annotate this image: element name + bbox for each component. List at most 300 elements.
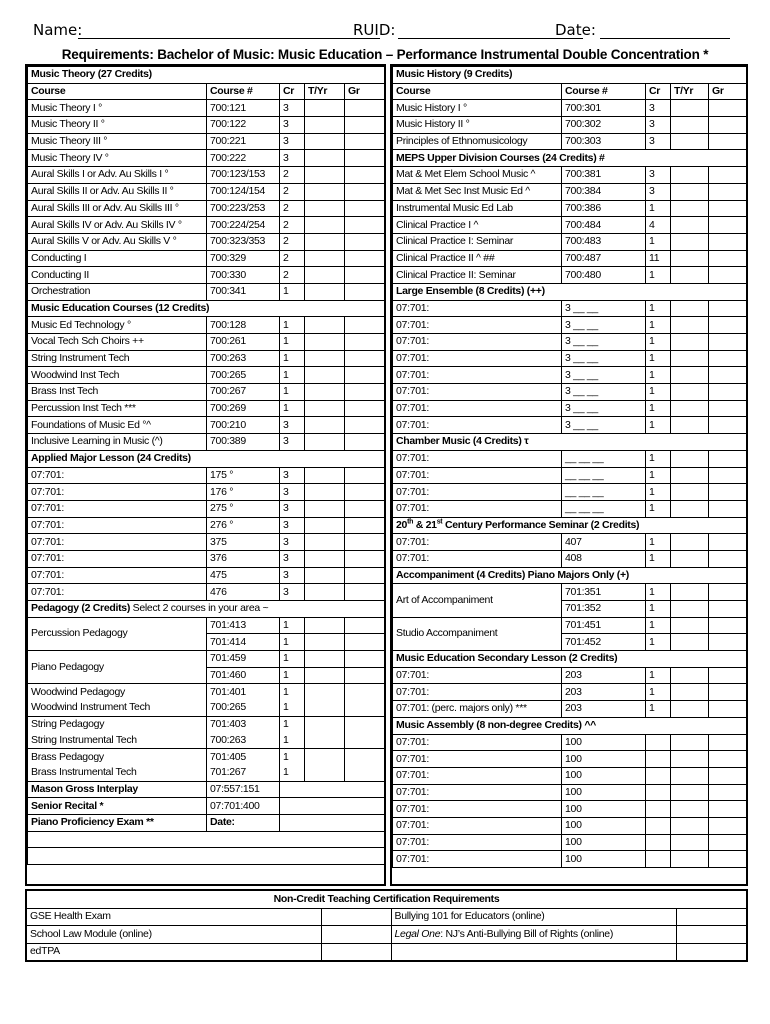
noncredit-check[interactable] xyxy=(676,908,747,926)
term-year-cell[interactable] xyxy=(305,384,345,401)
term-year-cell[interactable] xyxy=(671,400,709,417)
term-year-cell[interactable] xyxy=(671,751,709,768)
blank-row xyxy=(28,831,385,848)
column-header-cr: Cr xyxy=(280,83,305,100)
course-name: 07:701: xyxy=(28,517,207,534)
course-name: Conducting I xyxy=(28,250,207,267)
term-year-cell[interactable] xyxy=(671,167,709,184)
table-row xyxy=(28,350,385,367)
term-year-cell[interactable] xyxy=(671,534,709,551)
course-name: Orchestration xyxy=(28,283,207,300)
table-row xyxy=(28,334,385,351)
course-name: Music Theory III ° xyxy=(28,133,207,150)
grade-cell[interactable] xyxy=(709,701,747,718)
term-year-cell[interactable] xyxy=(671,584,709,601)
term-year-cell[interactable] xyxy=(671,817,709,834)
term-year-cell[interactable] xyxy=(305,200,345,217)
course-number[interactable]: 3 __ __ xyxy=(562,367,646,384)
course-number[interactable]: 3 __ __ xyxy=(562,417,646,434)
grade-cell[interactable] xyxy=(709,133,747,150)
table-row xyxy=(393,417,747,434)
noncredit-check[interactable] xyxy=(321,926,391,944)
course-number: 700:301 xyxy=(562,100,646,117)
grade-cell[interactable] xyxy=(709,851,747,868)
grade-cell[interactable] xyxy=(345,200,385,217)
term-year-cell[interactable] xyxy=(305,417,345,434)
term-year-cell[interactable] xyxy=(305,733,345,749)
table-row xyxy=(28,150,385,167)
grade-cell[interactable] xyxy=(345,765,385,781)
course-number: 700:389 xyxy=(207,434,280,451)
grade-cell[interactable] xyxy=(345,233,385,250)
table-row xyxy=(393,100,747,117)
column-header-course: Course xyxy=(393,83,562,100)
credits: 1 xyxy=(646,400,671,417)
term-year-cell[interactable] xyxy=(671,601,709,618)
term-year-cell[interactable] xyxy=(305,400,345,417)
table-row xyxy=(28,765,385,781)
course-number: 700:384 xyxy=(562,183,646,200)
grade-cell[interactable] xyxy=(345,534,385,551)
term-year-cell[interactable] xyxy=(671,784,709,801)
grade-cell[interactable] xyxy=(345,733,385,749)
grade-cell[interactable] xyxy=(709,267,747,284)
table-row xyxy=(28,517,385,534)
table-row xyxy=(28,400,385,417)
term-year-cell[interactable] xyxy=(671,634,709,651)
grade-cell[interactable] xyxy=(345,133,385,150)
term-year-cell[interactable] xyxy=(305,217,345,234)
credits: 1 xyxy=(280,350,305,367)
term-year-cell[interactable] xyxy=(305,350,345,367)
table-row xyxy=(28,317,385,334)
table-row xyxy=(393,667,747,684)
course-name: 07:701: xyxy=(393,484,562,501)
grade-cell[interactable] xyxy=(709,334,747,351)
credits: 3 xyxy=(646,117,671,134)
course-name: Aural Skills V or Adv. Au Skills V ° xyxy=(28,233,207,250)
credits: 1 xyxy=(280,733,305,749)
grade-cell[interactable] xyxy=(709,834,747,851)
course-name: 07:701: xyxy=(28,567,207,584)
ruid-label: RUID: xyxy=(353,21,396,39)
grade-cell[interactable] xyxy=(345,117,385,134)
credits: 4 xyxy=(646,217,671,234)
term-year-cell[interactable] xyxy=(305,617,345,634)
grade-cell[interactable] xyxy=(709,217,747,234)
course-number: 700:323/353 xyxy=(207,233,280,250)
course-name: 07:701: xyxy=(393,300,562,317)
course-number[interactable]: 3 __ __ xyxy=(562,400,646,417)
term-year-cell[interactable] xyxy=(671,550,709,567)
requirement-value[interactable] xyxy=(280,814,385,831)
course-number: 701:413 xyxy=(207,617,280,634)
grade-cell[interactable] xyxy=(709,300,747,317)
term-year-cell[interactable] xyxy=(671,834,709,851)
section-title: Music Theory (27 Credits) xyxy=(28,67,385,84)
course-name: String Pedagogy xyxy=(28,716,207,732)
course-name: 07:701: xyxy=(393,417,562,434)
grade-cell[interactable] xyxy=(345,517,385,534)
term-year-cell[interactable] xyxy=(671,233,709,250)
term-year-cell[interactable] xyxy=(305,667,345,684)
credits: 1 xyxy=(646,350,671,367)
course-number: 700:224/254 xyxy=(207,217,280,234)
course-number[interactable]: 100 xyxy=(562,767,646,784)
credits: 2 xyxy=(280,200,305,217)
term-year-cell[interactable] xyxy=(305,133,345,150)
grade-cell[interactable] xyxy=(709,367,747,384)
term-year-cell[interactable] xyxy=(305,634,345,651)
course-number[interactable]: __ __ __ xyxy=(562,500,646,517)
term-year-cell[interactable] xyxy=(305,500,345,517)
noncredit-check[interactable] xyxy=(321,943,391,961)
noncredit-item: School Law Module (online) xyxy=(26,926,321,944)
grade-cell[interactable] xyxy=(709,784,747,801)
grade-cell[interactable] xyxy=(345,550,385,567)
table-row xyxy=(393,183,747,200)
table-row xyxy=(28,233,385,250)
column-header-course-no: Course # xyxy=(207,83,280,100)
course-number[interactable]: 100 xyxy=(562,751,646,768)
grade-cell[interactable] xyxy=(709,100,747,117)
credits: 1 xyxy=(646,300,671,317)
term-year-cell[interactable] xyxy=(305,534,345,551)
grade-cell[interactable] xyxy=(709,684,747,701)
course-number[interactable]: 100 xyxy=(562,784,646,801)
left-requirements-table xyxy=(27,66,385,865)
course-number: 203 xyxy=(562,684,646,701)
term-year-cell[interactable] xyxy=(671,851,709,868)
grade-cell[interactable] xyxy=(345,651,385,668)
course-number[interactable]: 100 xyxy=(562,834,646,851)
course-number[interactable]: 3 __ __ xyxy=(562,350,646,367)
grade-cell[interactable] xyxy=(709,350,747,367)
grade-cell[interactable] xyxy=(345,384,385,401)
noncredit-item xyxy=(391,943,676,961)
table-row xyxy=(28,716,385,732)
grade-cell[interactable] xyxy=(345,100,385,117)
grade-cell[interactable] xyxy=(709,634,747,651)
grade-cell[interactable] xyxy=(709,584,747,601)
grade-cell[interactable] xyxy=(345,183,385,200)
term-year-cell[interactable] xyxy=(671,667,709,684)
requirement-label: Mason Gross Interplay xyxy=(28,781,207,798)
course-name: Clinical Practice I ^ xyxy=(393,217,562,234)
term-year-cell[interactable] xyxy=(305,484,345,501)
course-name: Vocal Tech Sch Choirs ++ xyxy=(28,334,207,351)
course-number: 700:223/253 xyxy=(207,200,280,217)
term-year-cell[interactable] xyxy=(305,167,345,184)
course-number[interactable]: 3 __ __ xyxy=(562,334,646,351)
term-year-cell[interactable] xyxy=(671,117,709,134)
course-name: 07:701: xyxy=(393,467,562,484)
grade-cell[interactable] xyxy=(345,167,385,184)
credits: 1 xyxy=(646,634,671,651)
grade-cell[interactable] xyxy=(709,751,747,768)
grade-cell[interactable] xyxy=(709,667,747,684)
course-name: Woodwind Pedagogy xyxy=(28,684,207,700)
course-number: 701:403 xyxy=(207,716,280,732)
grade-cell[interactable] xyxy=(345,500,385,517)
credits: 1 xyxy=(646,500,671,517)
term-year-cell[interactable] xyxy=(671,801,709,818)
table-row xyxy=(28,651,385,668)
requirement-value[interactable] xyxy=(280,798,385,815)
credits: 1 xyxy=(280,400,305,417)
table-row xyxy=(28,684,385,700)
credits: 1 xyxy=(646,684,671,701)
grade-cell[interactable] xyxy=(709,233,747,250)
grade-cell[interactable] xyxy=(345,150,385,167)
grade-cell[interactable] xyxy=(709,167,747,184)
grade-cell[interactable] xyxy=(345,749,385,765)
date-field[interactable] xyxy=(600,38,730,39)
grade-cell[interactable] xyxy=(709,734,747,751)
term-year-cell[interactable] xyxy=(671,317,709,334)
term-year-cell[interactable] xyxy=(305,233,345,250)
course-name: 07:701: xyxy=(393,851,562,868)
term-year-cell[interactable] xyxy=(305,651,345,668)
course-number[interactable]: 100 xyxy=(562,851,646,868)
course-number: 700:221 xyxy=(207,133,280,150)
section-header-row xyxy=(28,601,385,618)
grade-cell[interactable] xyxy=(709,484,747,501)
column-header-course: Course xyxy=(28,83,207,100)
term-year-cell[interactable] xyxy=(305,117,345,134)
term-year-cell[interactable] xyxy=(671,684,709,701)
course-number: 176 ° xyxy=(207,484,280,501)
course-number[interactable]: __ __ __ xyxy=(562,484,646,501)
term-year-cell[interactable] xyxy=(671,200,709,217)
term-year-cell[interactable] xyxy=(671,384,709,401)
course-number: 701:267 xyxy=(207,765,280,781)
term-year-cell[interactable] xyxy=(305,334,345,351)
term-year-cell[interactable] xyxy=(671,367,709,384)
term-year-cell[interactable] xyxy=(305,283,345,300)
requirement-value[interactable] xyxy=(280,781,385,798)
grade-cell[interactable] xyxy=(345,667,385,684)
term-year-cell[interactable] xyxy=(305,467,345,484)
term-year-cell[interactable] xyxy=(305,150,345,167)
grade-cell[interactable] xyxy=(345,700,385,716)
course-number: 700:484 xyxy=(562,217,646,234)
grade-cell[interactable] xyxy=(345,716,385,732)
grade-cell[interactable] xyxy=(709,450,747,467)
credits: 1 xyxy=(280,634,305,651)
grade-cell[interactable] xyxy=(709,534,747,551)
grade-cell[interactable] xyxy=(709,617,747,634)
table-row xyxy=(393,167,747,184)
name-field[interactable] xyxy=(78,38,380,39)
course-name: Instrumental Music Ed Lab xyxy=(393,200,562,217)
term-year-cell[interactable] xyxy=(671,267,709,284)
term-year-cell[interactable] xyxy=(671,701,709,718)
credits: 1 xyxy=(280,384,305,401)
table-row xyxy=(393,534,747,551)
course-number: 700:386 xyxy=(562,200,646,217)
grade-cell[interactable] xyxy=(345,484,385,501)
table-row xyxy=(28,133,385,150)
term-year-cell[interactable] xyxy=(671,183,709,200)
grade-cell[interactable] xyxy=(345,617,385,634)
term-year-cell[interactable] xyxy=(305,517,345,534)
course-number[interactable]: 100 xyxy=(562,734,646,751)
grade-cell[interactable] xyxy=(345,634,385,651)
credits: 1 xyxy=(646,534,671,551)
course-number[interactable]: 3 __ __ xyxy=(562,317,646,334)
grade-cell[interactable] xyxy=(709,117,747,134)
grade-cell[interactable] xyxy=(345,250,385,267)
course-number: 408 xyxy=(562,550,646,567)
term-year-cell[interactable] xyxy=(305,749,345,765)
course-number[interactable]: 100 xyxy=(562,801,646,818)
table-row xyxy=(393,500,747,517)
grade-cell[interactable] xyxy=(709,767,747,784)
grade-cell[interactable] xyxy=(345,584,385,601)
noncredit-check[interactable] xyxy=(676,926,747,944)
term-year-cell[interactable] xyxy=(671,734,709,751)
course-name: Woodwind Inst Tech xyxy=(28,367,207,384)
grade-cell[interactable] xyxy=(709,417,747,434)
grade-cell[interactable] xyxy=(345,567,385,584)
course-number[interactable]: 3 __ __ xyxy=(562,384,646,401)
grade-cell[interactable] xyxy=(345,217,385,234)
course-number: 376 xyxy=(207,550,280,567)
term-year-cell[interactable] xyxy=(671,484,709,501)
term-year-cell[interactable] xyxy=(305,100,345,117)
table-row xyxy=(393,267,747,284)
credits: 1 xyxy=(280,765,305,781)
grade-cell[interactable] xyxy=(709,817,747,834)
table-row xyxy=(28,250,385,267)
table-row xyxy=(28,617,385,634)
term-year-cell[interactable] xyxy=(671,250,709,267)
course-name: Clinical Practice I: Seminar xyxy=(393,233,562,250)
term-year-cell[interactable] xyxy=(305,716,345,732)
grade-cell[interactable] xyxy=(709,317,747,334)
grade-cell[interactable] xyxy=(709,200,747,217)
term-year-cell[interactable] xyxy=(671,217,709,234)
term-year-cell[interactable] xyxy=(305,765,345,781)
course-name: 07:701: xyxy=(28,534,207,551)
term-year-cell[interactable] xyxy=(305,700,345,716)
course-number[interactable]: 100 xyxy=(562,817,646,834)
grade-cell[interactable] xyxy=(345,267,385,284)
term-year-cell[interactable] xyxy=(305,317,345,334)
term-year-cell[interactable] xyxy=(671,334,709,351)
course-name: String Instrument Tech xyxy=(28,350,207,367)
course-name: 07:701: xyxy=(28,467,207,484)
table-row xyxy=(393,550,747,567)
credits xyxy=(646,834,671,851)
grade-cell[interactable] xyxy=(345,283,385,300)
course-number[interactable]: 3 __ __ xyxy=(562,300,646,317)
grade-cell[interactable] xyxy=(709,550,747,567)
section-title xyxy=(28,601,385,618)
course-number: 700:265 xyxy=(207,700,280,716)
term-year-cell[interactable] xyxy=(671,300,709,317)
term-year-cell[interactable] xyxy=(671,133,709,150)
term-year-cell[interactable] xyxy=(671,617,709,634)
term-year-cell[interactable] xyxy=(671,100,709,117)
credits: 3 xyxy=(646,183,671,200)
grade-cell[interactable] xyxy=(709,500,747,517)
table-row xyxy=(28,417,385,434)
mason-gross-row xyxy=(28,781,385,798)
page-title: Requirements: Bachelor of Music: Music Education – Performance Instrumental Double Concentration * xyxy=(61,47,709,62)
grade-cell[interactable] xyxy=(709,250,747,267)
term-year-cell[interactable] xyxy=(305,367,345,384)
course-name: Clinical Practice II ^ ## xyxy=(393,250,562,267)
grade-cell[interactable] xyxy=(345,317,385,334)
grade-cell[interactable] xyxy=(709,183,747,200)
grade-cell[interactable] xyxy=(345,367,385,384)
grade-cell[interactable] xyxy=(345,334,385,351)
course-number: 701:401 xyxy=(207,684,280,700)
grade-cell[interactable] xyxy=(709,801,747,818)
table-row xyxy=(393,851,747,868)
term-year-cell[interactable] xyxy=(671,417,709,434)
term-year-cell[interactable] xyxy=(305,584,345,601)
table-row xyxy=(393,384,747,401)
noncredit-check[interactable] xyxy=(676,943,747,961)
student-info-header xyxy=(33,21,743,41)
term-year-cell[interactable] xyxy=(305,434,345,451)
grade-cell[interactable] xyxy=(345,684,385,700)
table-row xyxy=(28,700,385,716)
credits: 1 xyxy=(646,701,671,718)
term-year-cell[interactable] xyxy=(305,550,345,567)
grade-cell[interactable] xyxy=(709,384,747,401)
term-year-cell[interactable] xyxy=(305,267,345,284)
term-year-cell[interactable] xyxy=(671,500,709,517)
term-year-cell[interactable] xyxy=(305,250,345,267)
course-name: Principles of Ethnomusicology xyxy=(393,133,562,150)
course-number[interactable]: __ __ __ xyxy=(562,450,646,467)
term-year-cell[interactable] xyxy=(671,350,709,367)
grade-cell[interactable] xyxy=(345,350,385,367)
grade-cell[interactable] xyxy=(345,400,385,417)
course-name: 07:701: xyxy=(393,500,562,517)
term-year-cell[interactable] xyxy=(305,183,345,200)
credits: 2 xyxy=(280,217,305,234)
course-name: 07:701: xyxy=(393,450,562,467)
grade-cell[interactable] xyxy=(709,601,747,618)
table-row xyxy=(28,100,385,117)
blank-cell xyxy=(28,848,385,865)
course-number[interactable]: __ __ __ xyxy=(562,467,646,484)
grade-cell[interactable] xyxy=(709,467,747,484)
term-year-cell[interactable] xyxy=(671,467,709,484)
grade-cell[interactable] xyxy=(709,400,747,417)
term-year-cell[interactable] xyxy=(671,450,709,467)
table-row xyxy=(393,801,747,818)
course-name: 07:701: xyxy=(393,534,562,551)
course-number: 701:405 xyxy=(207,749,280,765)
noncredit-check[interactable] xyxy=(321,908,391,926)
course-name: 07:701: xyxy=(393,384,562,401)
term-year-cell[interactable] xyxy=(305,567,345,584)
grade-cell[interactable] xyxy=(345,467,385,484)
credits: 11 xyxy=(646,250,671,267)
term-year-cell[interactable] xyxy=(305,684,345,700)
term-year-cell[interactable] xyxy=(671,767,709,784)
grade-cell[interactable] xyxy=(345,434,385,451)
grade-cell[interactable] xyxy=(345,417,385,434)
course-number: 700:381 xyxy=(562,167,646,184)
table-row xyxy=(393,400,747,417)
